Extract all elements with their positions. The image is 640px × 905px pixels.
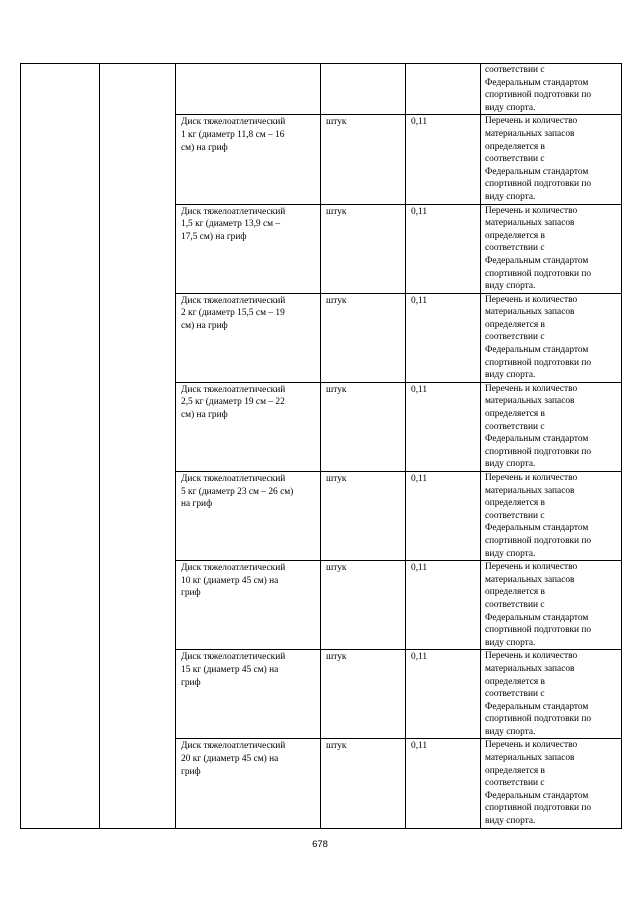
cell-qty: 0,11: [406, 382, 481, 471]
table-body: [21, 64, 622, 829]
cell-qty: 0,11: [406, 561, 481, 650]
cell-name: Диск тяжелоатлетический 10 кг (диаметр 45 см) на гриф: [176, 561, 321, 650]
cell-note: Перечень и количество материальных запасов определяется в соответствии с Федеральным стандартом спортивной подготовки по виду спорта.: [481, 472, 622, 561]
cell-qty: 0,11: [406, 293, 481, 382]
cell-unit: [321, 64, 406, 115]
cell-qty: 0,11: [406, 472, 481, 561]
cell-qty: 0,11: [406, 204, 481, 293]
cell-qty: 0,11: [406, 115, 481, 204]
cell-name: Диск тяжелоатлетический 1,5 кг (диаметр 13,9 см – 17,5 см) на гриф: [176, 204, 321, 293]
cell-qty: 0,11: [406, 650, 481, 739]
cell-unit: штук: [321, 293, 406, 382]
cell-note-continued: соответствии с Федеральным стандартом спортивной подготовки по виду спорта.: [481, 64, 622, 115]
table-row-continued: [21, 64, 622, 115]
cell-name: [176, 64, 321, 115]
cell-name: Диск тяжелоатлетический 5 кг (диаметр 23 см – 26 см) на гриф: [176, 472, 321, 561]
cell-unit: штук: [321, 561, 406, 650]
cell-note: Перечень и количество материальных запасов определяется в соответствии с Федеральным стандартом спортивной подготовки по виду спорта.: [481, 382, 622, 471]
cell-name: Диск тяжелоатлетический 2 кг (диаметр 15,5 см – 19 см) на гриф: [176, 293, 321, 382]
cell-note: Перечень и количество материальных запасов определяется в соответствии с Федеральным стандартом спортивной подготовки по виду спорта.: [481, 739, 622, 828]
cell-note: Перечень и количество материальных запасов определяется в соответствии с Федеральным стандартом спортивной подготовки по виду спорта.: [481, 293, 622, 382]
cell-qty: [406, 64, 481, 115]
cell-note: Перечень и количество материальных запасов определяется в соответствии с Федеральным стандартом спортивной подготовки по виду спорта.: [481, 204, 622, 293]
cell-unit: штук: [321, 650, 406, 739]
cell-unit: штук: [321, 204, 406, 293]
page-number: 678: [312, 839, 328, 850]
cell-unit: штук: [321, 739, 406, 828]
cell-unit: штук: [321, 472, 406, 561]
cell-name: Диск тяжелоатлетический 1 кг (диаметр 11,8 см – 16 см) на гриф: [176, 115, 321, 204]
cell-note: Перечень и количество материальных запасов определяется в соответствии с Федеральным стандартом спортивной подготовки по виду спорта.: [481, 561, 622, 650]
cell-unit: штук: [321, 115, 406, 204]
cell-name: Диск тяжелоатлетический 2,5 кг (диаметр 19 см – 22 см) на гриф: [176, 382, 321, 471]
col-2-merged-cell: [100, 64, 176, 829]
cell-name: Диск тяжелоатлетический 15 кг (диаметр 45 см) на гриф: [176, 650, 321, 739]
cell-note: Перечень и количество материальных запасов определяется в соответствии с Федеральным стандартом спортивной подготовки по виду спорта.: [481, 650, 622, 739]
equipment-table: [20, 63, 622, 829]
col-1-merged-cell: [21, 64, 100, 829]
cell-note: Перечень и количество материальных запасов определяется в соответствии с Федеральным стандартом спортивной подготовки по виду спорта.: [481, 115, 622, 204]
cell-name: Диск тяжелоатлетический 20 кг (диаметр 45 см) на гриф: [176, 739, 321, 828]
cell-unit: штук: [321, 382, 406, 471]
cell-qty: 0,11: [406, 739, 481, 828]
